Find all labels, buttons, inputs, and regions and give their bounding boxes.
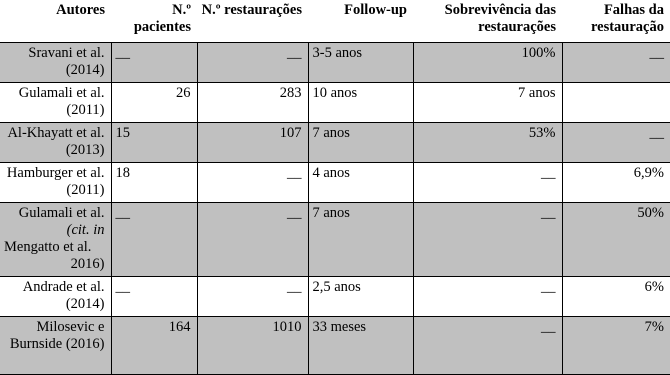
cell-sobrevivencia: 100% [413, 43, 562, 83]
cell-autor [0, 203, 111, 277]
cell-autor: Hamburger et al. (2011) [0, 163, 111, 203]
cell-sobrevivencia: __ [413, 163, 562, 203]
cell-falhas: 50% [562, 203, 670, 277]
cell-autor: Milosevic e Burnside (2016) [0, 317, 111, 375]
cell-autor: Sravani et al. (2014) [0, 43, 111, 83]
header-falhas: Falhas da restauração [562, 0, 670, 43]
cell-falhas: __ [562, 123, 670, 163]
cell-followup: 3-5 anos [308, 43, 413, 83]
cell-restauracoes: 107 [197, 123, 308, 163]
cell-restauracoes: __ [197, 277, 308, 317]
cell-pacientes: __ [111, 277, 197, 317]
cell-sobrevivencia: __ [413, 317, 562, 375]
cell-pacientes: 26 [111, 83, 197, 123]
cell-falhas: __ [562, 43, 670, 83]
cell-autor: Gulamali et al. (2011) [0, 83, 111, 123]
cell-pacientes: 164 [111, 317, 197, 375]
cell-followup: 10 anos [308, 83, 413, 123]
cell-falhas: 7% [562, 317, 670, 375]
cell-followup: 33 meses [308, 317, 413, 375]
cell-sobrevivencia: __ [413, 277, 562, 317]
table-row [0, 123, 670, 163]
cell-falhas: 6% [562, 277, 670, 317]
cell-followup: 7 anos [308, 123, 413, 163]
autor-citation: (cit. in [66, 222, 105, 238]
header-restauracoes: N.º restaurações [197, 0, 308, 43]
cell-followup: 4 anos [308, 163, 413, 203]
header-autores: Autores [0, 0, 111, 43]
cell-pacientes: __ [111, 43, 197, 83]
cell-restauracoes: 1010 [197, 317, 308, 375]
cell-sobrevivencia: 53% [413, 123, 562, 163]
cell-pacientes: 18 [111, 163, 197, 203]
table-row [0, 83, 670, 123]
table-row [0, 317, 670, 375]
table-header-row [0, 0, 670, 43]
cell-falhas [562, 83, 670, 123]
autor-line: Gulamali et al. [18, 205, 105, 221]
table-row [0, 203, 670, 277]
cell-followup: 7 anos [308, 203, 413, 277]
table-row [0, 43, 670, 83]
cell-sobrevivencia: __ [413, 203, 562, 277]
table-row [0, 163, 670, 203]
table-row [0, 277, 670, 317]
cell-pacientes: __ [111, 203, 197, 277]
header-followup: Follow-up [308, 0, 413, 43]
cell-restauracoes: 283 [197, 83, 308, 123]
cell-sobrevivencia: 7 anos [413, 83, 562, 123]
cell-autor: Andrade et al.(2014) [0, 277, 111, 317]
cell-autor: Al-Khayatt et al. (2013) [0, 123, 111, 163]
cell-followup: 2,5 anos [308, 277, 413, 317]
cell-restauracoes: __ [197, 203, 308, 277]
autor-line: Mengatto et al. [4, 239, 92, 255]
autor-line: 2016) [70, 256, 105, 272]
header-pacientes: N.º pacientes [111, 0, 197, 43]
cell-restauracoes: __ [197, 43, 308, 83]
cell-pacientes: 15 [111, 123, 197, 163]
cell-falhas: 6,9% [562, 163, 670, 203]
cell-restauracoes: __ [197, 163, 308, 203]
header-sobrevivencia: Sobrevivência das restaurações [413, 0, 562, 43]
